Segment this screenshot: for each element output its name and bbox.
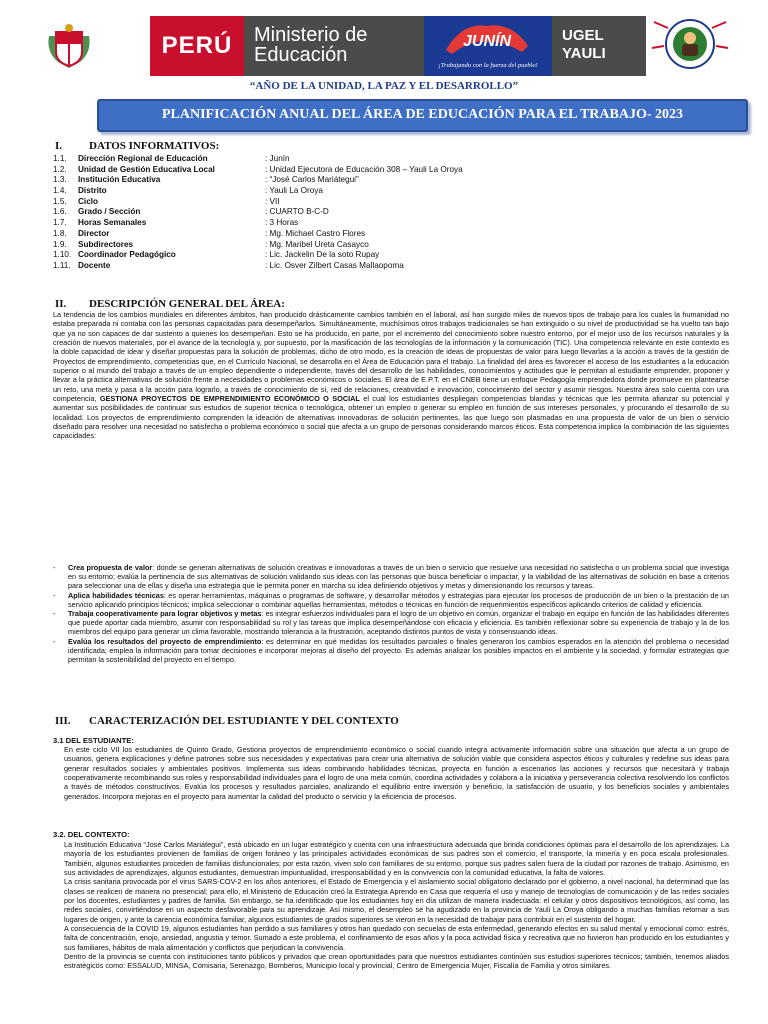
section-2-heading xyxy=(55,298,285,310)
info-key: Director xyxy=(78,228,110,238)
capability-description: : es determinar en qué medidas los resultados parciales o finales generaron los cambios esperados en la atención del problema o necesidad identificada; emplea la información para tomar decisiones e incorporar mejoras al diseño del proyecto. Es además analizar los posibles impactos en el ambiente y la sociedad, y formular estrategias que permitan la sostenibilidad del proyecto en el tiempo. xyxy=(68,636,729,665)
section-2-number: II. xyxy=(55,298,67,310)
capability-item xyxy=(53,609,729,637)
ugel-brand-box xyxy=(552,16,646,76)
area-description-paragraph xyxy=(53,310,729,441)
context-paragraph xyxy=(64,840,729,971)
info-value: : Yauli La Oroya xyxy=(265,186,323,196)
header-banner xyxy=(38,16,730,76)
info-number: 1.3. xyxy=(53,175,67,185)
ugel-label: UGEL YAULI xyxy=(562,27,606,62)
context-text-1: La Institución Educativa “José Carlos Mariátegui”, está ubicado en un lugar estratégico y cuenta con una infraestructura adecuada que brinda condiciones óptimas para el desarrollo de los aprendizajes. La mayoría de los estudiantes provienen de familias de origen foráneo y las principales actividades económicas de sus padres son el comercio, el transporte, la minería y en poca escala profesionales. También, algunos estudiantes proceden de familias disfuncionales; por esta razón, viven solo con familiares de su entorno, porque sus padres salen fuera de la ciudad por razones de trabajo. Asimismo, en sus actividades de aprendizajes, algunos estudiantes, demuestran impuntualidad, irresponsabilidad y en la convivencia con la comunidad educativa, la falta de valores. xyxy=(64,840,729,878)
peru-coat-of-arms-icon xyxy=(44,22,94,72)
capability-item xyxy=(53,637,729,665)
capability-description: : es operar herramientas, máquinas o programas de software, y desarrollar métodos y estrategias para ejecutar los procesos de producción de un bien o la prestación de un servicio aplicando principios técnicos; implica seleccionar o combinar aquellas herramientas, métodos o técnicas en función de requerimientos específicos aplicando criterios de calidad y eficiencia. xyxy=(68,590,729,609)
document-title-bar xyxy=(97,99,748,132)
info-number: 1.5. xyxy=(53,196,67,206)
context-text-3: A consecuencia de la COVID 19, algunos estudiantes han perdido a sus familiares y otros han quedado con secuelas de esta enfermedad, generando efectos en su salud mental y emocional como: estrés, falta de concentración, enojo, ansiedad, angustia y temor. Sumado a este problema, el confinamiento de esos años y la poca actividad física y recreativa que no fuvieron han producido en los estudiantes y sus familiares, hábitos de mala alimentación y conflictos que perjudican la convivencia. xyxy=(64,924,729,952)
info-key: Grado / Sección xyxy=(78,207,141,217)
school-emblem-icon xyxy=(650,16,730,76)
context-subheading: 3.2. DEL CONTEXTO: xyxy=(53,830,130,839)
bullet-dash: - xyxy=(53,590,56,600)
region-junin-logo xyxy=(424,16,552,76)
info-number: 1.7. xyxy=(53,218,67,228)
section-1-heading xyxy=(55,140,219,152)
info-value: : Lic. Jackelin De la soto Rupay xyxy=(265,250,380,260)
junin-tagline: ¡Trabajando con la fuerza del pueblo! xyxy=(438,62,538,69)
context-text-2: La crisis sanitaria provocada por el virus SARS-COV-2 en los años anteriores, el Estado de Emergencia y el aislamiento social obligatorio declarado por el gobierno, a nivel nacional, ha determinad que las clases se realicen de manera no presencial; para ello, el Ministerio de Educación creó la Estrategia Aprendo en Casa que requería el uso y manejo de tecnologías de comunicación y de las redes sociales por los docentes, estudiantes y padres de familia. Sin embargo, se ha identificado que los estudiantes hoy en día utilizan de manera inadecuada: el celular y otros dispositivos tecnológicos, así como, las redes sociales, convirtiéndose en un aspecto desfavorable para su aprendizaje. Así mismo, el desempleo se ha agudizado en la provincia de Yauli La Oroya obligando a muchas familias retornar a sus lugares de origen, y ante la carencia económica familiar, algunos estudiantes de grados superiores se vieron en la necesidad de trabajar para contribuir en el sustento del hogar. xyxy=(64,877,729,924)
info-key: Distrito xyxy=(78,186,107,196)
document-title: PLANIFICACIÓN ANUAL DEL ÁREA DE EDUCACIÓN PARA EL TRABAJO- 2023 xyxy=(161,107,684,122)
capability-description: : donde se generan alternativas de solución creativas e innovadoras a través de un bien o servicio que resuelve una necesidad no satisfecha o un problema social que investiga en su entorno; evalúa la pertinencia de sus alternativas de solución validando sus ideas con las personas que busca beneficiar o impactar, y la viabilidad de las alternativas de solución en base a criterios para seleccionar una de ellas y diseña una estrategia que le permita poner en marcha su idea definiendo objetivos y metas y dimensionando los recursos y tareas. xyxy=(68,563,729,591)
info-value: : Mg. Maribel Ureta Casayco xyxy=(265,239,369,249)
capability-name: Trabaja cooperativamente para lograr objetivos y metas xyxy=(68,609,262,619)
section-1-title: DATOS INFORMATIVOS: xyxy=(89,140,220,152)
minedu-brand-box xyxy=(244,16,424,76)
student-paragraph: En este ciclo VII los estudiantes de Quinto Grado, Gestiona proyectos de emprendimiento económico o social cuando integra activamente información sobre una situación que afecta a un grupo de usuarios, genera explicaciones y define patrones sobre sus necesidades y expectativas para crear una alternativa de solución viable que considera aspectos éticos y culturales y redefine sus ideas para generar resultados sociales y ambientales positivos. Implementa sus ideas combinando habilidades técnicas, proyecta en función a escenarios las acciones y recursos que necesitará y trabaja cooperativamente recombinando sus roles y responsabilidad individuales para el logro de una meta común, coordina actividades y colabora a la iniciativa y perseverancia colectiva resolviendo los conflictos a través de métodos constructivos. Evalúa los procesos y resultados parciales, analizando el equilibrio entre inversión y beneficio, la satisfacción de usuario, y los beneficios sociales y ambientales generados. Incorpora mejoras en el proyecto para aumentar la calidad del producto o servicio y la eficiencia de procesos. xyxy=(64,745,729,801)
info-number: 1.2. xyxy=(53,164,67,174)
info-number: 1.6. xyxy=(53,207,67,217)
info-key: Docente xyxy=(78,260,111,270)
info-number: 1.9. xyxy=(53,239,67,249)
info-value: : “José Carlos Mariátegui” xyxy=(265,175,359,185)
info-number: 1.11. xyxy=(53,260,71,270)
info-key: Ciclo xyxy=(78,196,99,206)
section-3-number: III. xyxy=(55,715,71,727)
capability-name: Evalúa los resultados del proyecto de emprendimiento xyxy=(68,636,262,646)
student-subheading: 3.1 DEL ESTUDIANTE: xyxy=(53,736,134,745)
info-value: : VII xyxy=(265,196,280,206)
info-value: : CUARTO B-C-D xyxy=(265,207,329,217)
info-key: Horas Semanales xyxy=(78,218,147,228)
minedu-label: Ministerio de Educación xyxy=(254,24,368,66)
info-number: 1.4. xyxy=(53,186,67,196)
area-description-text-end: el cual los estudiantes despliegan competencias blandas y técnicas que les permita afianzar su potencial y aumentar sus posibilidades de continuar sus estudios de superior técnica o tecnológica, obtener un empleo o generar su empleo en función de sus intereses personales, y procurando el desarrollo de su localidad. Los proyectos de emprendimiento comprenden la ideación de alternativas innovadoras de solución pertinentes, las que luego son plasmadas en una propuesta de valor de un bien o servicio diseñado para resolver una necesidad no satisfecha o problema económico o social que afecta a un grupo de personas considerando marcos éticos. Esta competencia implica la combinación de las siguientes capacidades: xyxy=(53,394,729,441)
competency-name: GESTIONA PROYECTOS DE EMPRENDIMIENTO ECONÓMICO O SOCIAL xyxy=(99,394,360,404)
bullet-dash: - xyxy=(53,563,56,572)
info-number: 1.1. xyxy=(53,154,67,163)
info-value: : Mg. Michael Castro Flores xyxy=(265,228,366,238)
info-value: : 3 Horas xyxy=(265,218,299,228)
section-3-heading xyxy=(55,715,399,727)
junin-logo-text: JUNÍN xyxy=(462,33,512,50)
info-key: Institución Educativa xyxy=(78,175,161,185)
capability-name: Crea propuesta de valor xyxy=(68,563,153,572)
info-value: : Unidad Ejecutora de Educación 308 – Yauli La Oroya xyxy=(265,164,463,174)
section-3-title: CARACTERIZACIÓN DEL ESTUDIANTE Y DEL CONTEXTO xyxy=(89,715,399,727)
info-key: Coordinador Pedagógico xyxy=(78,250,176,260)
context-text-4: Dentro de la provincia se cuenta con instituciones tanto públicos y privados que crean oportunidades para que nuestros estudiantes continúen sus estudios superiores técnicos; también, tenemos aliados estratégicos como: ESSALUD, MINSA, Comisaria, Serenazgo, Bomberos, Municipio local y provincial, Centro de Emergencia Mujer, Fiscalía de Familia y otros similares. xyxy=(64,952,729,971)
info-number: 1.10. xyxy=(53,250,72,260)
junin-logo-icon xyxy=(442,20,532,56)
bullet-dash: - xyxy=(53,636,56,646)
capability-item xyxy=(53,563,729,591)
peru-label: PERÚ xyxy=(161,32,233,59)
info-key: Unidad de Gestión Educativa Local xyxy=(78,164,215,174)
info-value: : Lic. Osver Zilbert Casas Mallaopoma xyxy=(265,260,404,270)
bullet-dash: - xyxy=(53,609,56,619)
info-key: Subdirectores xyxy=(78,239,134,249)
capability-description: : es integrar esfuerzos individuales para el logro de un objetivo en común, organizar el trabajo en equipo en función de las habilidades diferentes que puede aportar cada miembro, asumir con responsabilidad su rol y las tareas que implica desempeñándose con eficacia y eficiencia. Es también reflexionar sobre su experiencia de trabajo y la de los miembros del equipo para generar un clima favorable, mostrando tolerancia a la frustración, aceptando distintos puntos de vista y consensuando ideas. xyxy=(68,609,729,637)
info-key: Dirección Regional de Educación xyxy=(78,154,208,163)
info-number: 1.8. xyxy=(53,228,67,238)
capability-name: Aplica habilidades técnicas xyxy=(68,590,164,600)
section-1-number: I. xyxy=(55,140,63,152)
area-description-text: La tendencia de los cambios mundiales en diferentes ámbitos, han producido drásticamente cambios también en el laboral, así han surgido miles de nuevos tipos de trabajo para los cuales la humanidad no estaba preparada ni contaba con las personas capacitadas para desempeñarlos. Simultáneamente, muchísimos otros trabajos tradicionales se han extinguido o su nivel de productividad se ha vuelto tan bajo que ya no son capaces de dar sustento a quienes los desempeñan. Esto se ha producido, en parte, por el incremento del conocimiento sobre nuestro entorno, por el mejor uso de los recursos naturales y la creación de nuevos materiales, por el avance de la tecnología y, por supuesto, por la masificación de las tecnologías de la información y la comunicación (TIC). Una competencia relevante en este contexto es la doble capacidad de idear y diseñar propuestas para la solución de problemas, dicho de otro modo, es la creación de ideas de propuestas de valor para luego llevarlas a la acción a través de la gestión de Proyectos de emprendimiento, competencias que, en el Currículo Nacional, se desarrolla en el Área de Educación para el trabajo. La finalidad del área es favorecer el acceso de los estudiantes a la educación superior o al mundo del trabajo a través de un empleo dependiente o independiente, través del desarrollo de las habilidades, conocimientos y actitudes que le permitan al estudiante emprender, proponer y llevar a la práctica alternativas de solución frente a necesidades o problemas económicos o sociales. El área de E.P.T. en el CNEB tiene un enfoque Pedagogía emprendedora donde promueve en plantearse un reto, una meta y pasa a la acción para lograrlo, a través de conocimiento de sí, red de relaciones, creatividad e innovación, conocimiento del sector y asumir riesgos. Nuestra área solo cuenta con una competencia, xyxy=(53,310,729,404)
section-2-title: DESCRIPCIÓN GENERAL DEL ÁREA: xyxy=(89,298,285,310)
capabilities-list xyxy=(53,563,729,664)
year-motto: “AÑO DE LA UNIDAD, LA PAZ Y EL DESARROLLO” xyxy=(249,80,519,92)
capability-item xyxy=(53,591,729,609)
peru-brand-box xyxy=(150,16,244,76)
info-value: : Junín xyxy=(265,154,290,163)
